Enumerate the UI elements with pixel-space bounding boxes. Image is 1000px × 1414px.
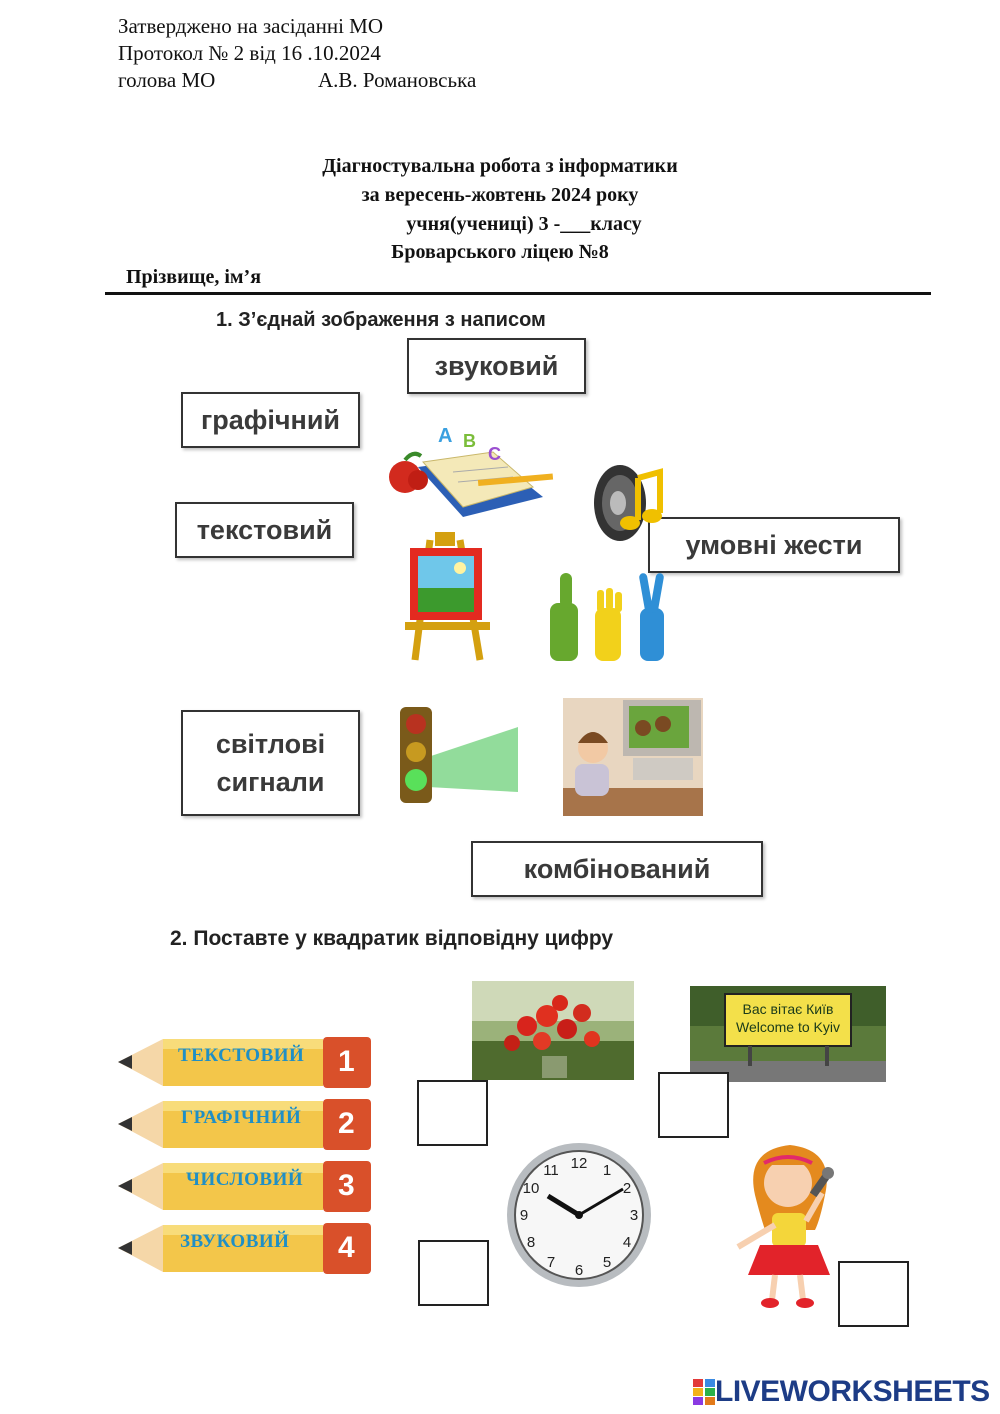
- svg-text:B: B: [463, 431, 476, 451]
- child-tv-image[interactable]: [563, 698, 703, 816]
- pencil-label-1: ТЕКСТОВИЙ: [178, 1045, 305, 1066]
- svg-text:C: C: [488, 444, 501, 464]
- label-light-signals-line1: світлові: [215, 729, 326, 759]
- answer-box-girl[interactable]: [838, 1261, 909, 1327]
- label-light-signals-line2: сигнали: [216, 767, 325, 797]
- svg-text:4: 4: [622, 1234, 632, 1251]
- liveworksheets-logo-text: LIVEWORKSHEETS: [715, 1375, 990, 1408]
- pencil-number-4: 4: [338, 1231, 355, 1264]
- school-name: Броварського ліцею №8: [391, 241, 609, 263]
- sign-text-ua: Вас вітає Київ: [742, 1001, 834, 1017]
- svg-text:8: 8: [526, 1234, 536, 1251]
- speaker-music-image[interactable]: [588, 458, 668, 546]
- svg-text:12: 12: [570, 1155, 588, 1172]
- label-gestures[interactable]: умовні жести: [648, 517, 900, 573]
- easel-painting-image[interactable]: [400, 530, 500, 665]
- work-title: Діагностувальна робота з інформатики: [322, 155, 678, 177]
- traffic-light-image[interactable]: [388, 702, 523, 807]
- answer-box-clock[interactable]: [418, 1240, 489, 1306]
- svg-text:3: 3: [629, 1207, 639, 1224]
- pencil-label-3: ЧИСЛОВИЙ: [186, 1169, 304, 1190]
- pencil-number-1: 1: [338, 1045, 355, 1078]
- pencil-label-2: ГРАФІЧНИЙ: [181, 1107, 302, 1128]
- label-sound[interactable]: звуковий: [407, 338, 586, 394]
- label-text[interactable]: текстовий: [175, 502, 354, 558]
- name-underline: [105, 292, 931, 295]
- pencils-legend: [118, 1034, 373, 1279]
- clock-image: [503, 1141, 655, 1289]
- label-light-signals[interactable]: [181, 710, 360, 816]
- svg-text:11: 11: [543, 1162, 559, 1179]
- pencil-number-3: 3: [338, 1169, 355, 1202]
- sign-text-en: Welcome to Kyiv: [736, 1019, 840, 1035]
- pencil-label-4: ЗВУКОВИЙ: [180, 1231, 290, 1252]
- flowers-image: [472, 981, 634, 1080]
- head-name: А.В. Романовська: [318, 68, 477, 92]
- svg-text:2: 2: [622, 1180, 632, 1197]
- label-graphic[interactable]: графічний: [181, 392, 360, 448]
- kyiv-sign-image: [690, 986, 886, 1082]
- label-combined[interactable]: комбінований: [471, 841, 763, 897]
- svg-text:10: 10: [522, 1180, 540, 1197]
- singing-girl-image: [730, 1135, 855, 1315]
- task1-title: 1. З’єднай зображення з написом: [216, 309, 546, 331]
- task2-title: 2. Поставте у квадратик відповідну цифру: [170, 927, 614, 950]
- protocol-line: Протокол № 2 від 16 .10.2024: [118, 41, 381, 65]
- answer-box-flowers[interactable]: [417, 1080, 488, 1146]
- work-period: за вересень-жовтень 2024 року: [361, 184, 639, 206]
- abc-book-image[interactable]: [383, 422, 558, 522]
- answer-box-kyiv-sign[interactable]: [658, 1072, 729, 1138]
- svg-text:1: 1: [602, 1162, 612, 1179]
- student-name-label: Прізвище, ім’я: [126, 266, 262, 288]
- approval-line: Затверджено на засіданні МО: [118, 14, 384, 38]
- hand-gestures-image[interactable]: [540, 568, 670, 663]
- pencil-number-2: 2: [338, 1107, 355, 1140]
- svg-text:7: 7: [546, 1254, 556, 1271]
- head-role: голова МО: [118, 68, 216, 92]
- svg-text:9: 9: [519, 1207, 529, 1224]
- liveworksheets-logo-icon: [693, 1379, 715, 1405]
- liveworksheets-logo: [693, 1375, 990, 1409]
- student-class: учня(учениці) 3 -___класу: [406, 213, 642, 235]
- svg-text:5: 5: [602, 1254, 612, 1271]
- svg-text:6: 6: [574, 1262, 584, 1279]
- svg-text:A: A: [438, 425, 453, 447]
